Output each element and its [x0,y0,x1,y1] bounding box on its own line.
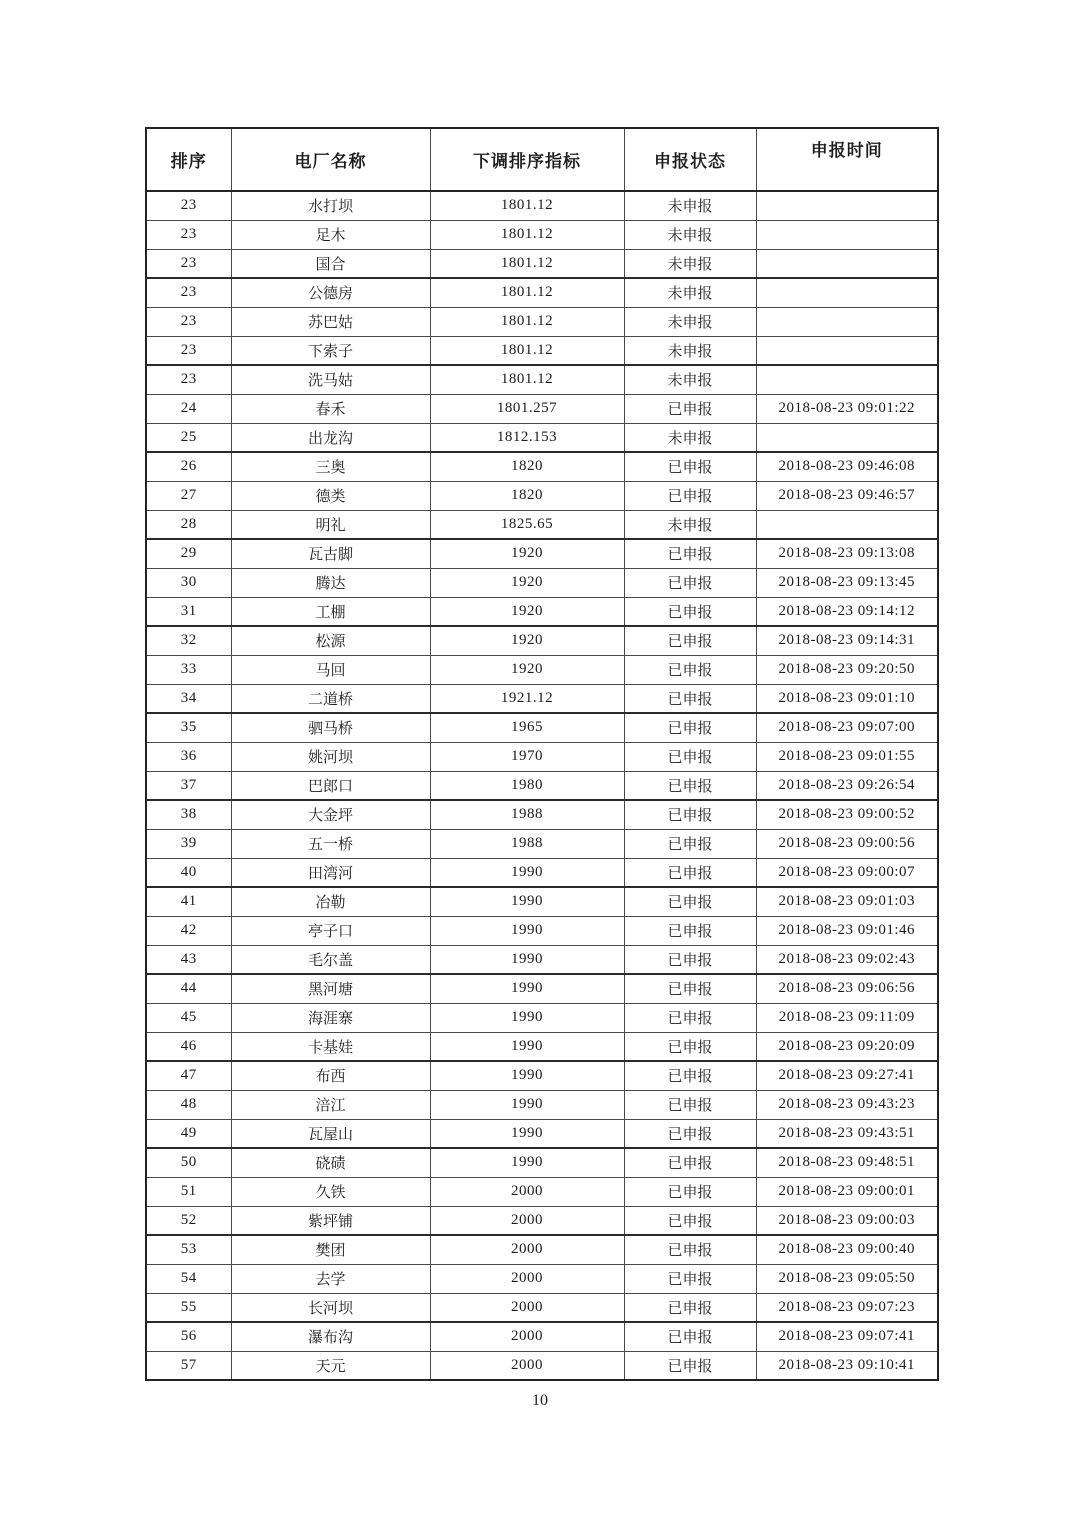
cell-declaration-time: 2018-08-23 09:01:55 [756,742,938,771]
cell-plant-name: 天元 [231,1351,430,1380]
cell-plant-name: 下索子 [231,336,430,365]
cell-declaration-status: 已申报 [624,539,756,568]
table-row [146,191,938,220]
cell-plant-name: 腾达 [231,568,430,597]
cell-downadjust-metric: 2000 [430,1206,624,1235]
cell-rank: 50 [146,1148,231,1177]
cell-rank: 46 [146,1032,231,1061]
table-row [146,365,938,394]
cell-downadjust-metric: 1920 [430,626,624,655]
cell-rank: 55 [146,1293,231,1322]
table-row [146,1090,938,1119]
cell-plant-name: 德类 [231,481,430,510]
cell-declaration-time: 2018-08-23 09:26:54 [756,771,938,800]
cell-declaration-time: 2018-08-23 09:00:07 [756,858,938,887]
cell-declaration-time: 2018-08-23 09:13:08 [756,539,938,568]
table-row [146,452,938,481]
table-row [146,742,938,771]
table-header-row [146,128,938,191]
cell-plant-name: 长河坝 [231,1293,430,1322]
cell-downadjust-metric: 1990 [430,945,624,974]
cell-plant-name: 五一桥 [231,829,430,858]
table-row [146,713,938,742]
cell-downadjust-metric: 1990 [430,974,624,1003]
cell-rank: 24 [146,394,231,423]
cell-plant-name: 足木 [231,220,430,249]
cell-downadjust-metric: 1965 [430,713,624,742]
table-row [146,684,938,713]
cell-downadjust-metric: 1921.12 [430,684,624,713]
cell-declaration-status: 已申报 [624,626,756,655]
cell-declaration-time [756,220,938,249]
cell-declaration-time: 2018-08-23 09:05:50 [756,1264,938,1293]
cell-rank: 53 [146,1235,231,1264]
cell-declaration-status: 未申报 [624,278,756,307]
table-row [146,336,938,365]
table-row [146,249,938,278]
cell-downadjust-metric: 1970 [430,742,624,771]
cell-rank: 48 [146,1090,231,1119]
cell-downadjust-metric: 1801.12 [430,191,624,220]
cell-rank: 29 [146,539,231,568]
cell-rank: 52 [146,1206,231,1235]
cell-downadjust-metric: 1980 [430,771,624,800]
cell-declaration-time: 2018-08-23 09:06:56 [756,974,938,1003]
cell-declaration-time: 2018-08-23 09:20:50 [756,655,938,684]
cell-plant-name: 马回 [231,655,430,684]
cell-plant-name: 水打坝 [231,191,430,220]
cell-rank: 42 [146,916,231,945]
cell-plant-name: 洗马姑 [231,365,430,394]
cell-downadjust-metric: 1825.65 [430,510,624,539]
table-row [146,771,938,800]
cell-declaration-time: 2018-08-23 09:48:51 [756,1148,938,1177]
cell-declaration-time: 2018-08-23 09:00:01 [756,1177,938,1206]
cell-declaration-status: 已申报 [624,684,756,713]
cell-declaration-time [756,510,938,539]
table-row [146,568,938,597]
cell-declaration-time [756,278,938,307]
cell-downadjust-metric: 1801.12 [430,278,624,307]
cell-downadjust-metric: 1990 [430,1090,624,1119]
cell-declaration-time: 2018-08-23 09:46:08 [756,452,938,481]
cell-plant-name: 驷马桥 [231,713,430,742]
cell-downadjust-metric: 1801.12 [430,307,624,336]
cell-downadjust-metric: 1820 [430,481,624,510]
cell-declaration-status: 已申报 [624,568,756,597]
cell-plant-name: 公德房 [231,278,430,307]
cell-rank: 41 [146,887,231,916]
cell-plant-name: 姚河坝 [231,742,430,771]
cell-rank: 40 [146,858,231,887]
header-downadjust-metric: 下调排序指标 [430,128,624,191]
table-row [146,1235,938,1264]
cell-plant-name: 紫坪铺 [231,1206,430,1235]
cell-declaration-time: 2018-08-23 09:00:52 [756,800,938,829]
cell-rank: 34 [146,684,231,713]
cell-rank: 35 [146,713,231,742]
header-rank: 排序 [146,128,231,191]
table-body [146,191,938,1380]
cell-declaration-time [756,307,938,336]
cell-declaration-time: 2018-08-23 09:01:46 [756,916,938,945]
cell-declaration-status: 已申报 [624,1177,756,1206]
table-row [146,1206,938,1235]
cell-declaration-status: 已申报 [624,887,756,916]
cell-declaration-status: 已申报 [624,1293,756,1322]
table-row [146,916,938,945]
cell-declaration-status: 已申报 [624,452,756,481]
cell-declaration-status: 已申报 [624,1206,756,1235]
cell-downadjust-metric: 2000 [430,1293,624,1322]
cell-declaration-time: 2018-08-23 09:20:09 [756,1032,938,1061]
cell-declaration-time: 2018-08-23 09:14:12 [756,597,938,626]
cell-downadjust-metric: 1820 [430,452,624,481]
cell-rank: 27 [146,481,231,510]
table-row [146,858,938,887]
cell-declaration-time: 2018-08-23 09:27:41 [756,1061,938,1090]
table-row [146,481,938,510]
cell-plant-name: 亭子口 [231,916,430,945]
cell-plant-name: 海涯寨 [231,1003,430,1032]
cell-plant-name: 工棚 [231,597,430,626]
cell-declaration-time: 2018-08-23 09:07:23 [756,1293,938,1322]
table-row [146,1351,938,1380]
cell-downadjust-metric: 2000 [430,1351,624,1380]
cell-downadjust-metric: 1990 [430,1003,624,1032]
cell-downadjust-metric: 1801.12 [430,336,624,365]
cell-rank: 23 [146,336,231,365]
cell-declaration-time: 2018-08-23 09:43:51 [756,1119,938,1148]
cell-downadjust-metric: 1801.12 [430,220,624,249]
cell-plant-name: 松源 [231,626,430,655]
cell-downadjust-metric: 1920 [430,568,624,597]
cell-declaration-status: 未申报 [624,423,756,452]
table-row [146,945,938,974]
header-declaration-status: 申报状态 [624,128,756,191]
table-row [146,1177,938,1206]
cell-declaration-status: 未申报 [624,336,756,365]
cell-downadjust-metric: 2000 [430,1177,624,1206]
cell-downadjust-metric: 1801.257 [430,394,624,423]
cell-downadjust-metric: 1990 [430,1119,624,1148]
cell-declaration-time: 2018-08-23 09:02:43 [756,945,938,974]
cell-declaration-status: 已申报 [624,1264,756,1293]
cell-rank: 38 [146,800,231,829]
cell-rank: 45 [146,1003,231,1032]
cell-rank: 44 [146,974,231,1003]
cell-plant-name: 明礼 [231,510,430,539]
cell-rank: 23 [146,278,231,307]
cell-plant-name: 黑河塘 [231,974,430,1003]
cell-downadjust-metric: 1801.12 [430,365,624,394]
cell-rank: 57 [146,1351,231,1380]
cell-downadjust-metric: 1988 [430,829,624,858]
cell-plant-name: 田湾河 [231,858,430,887]
table-row [146,220,938,249]
cell-rank: 30 [146,568,231,597]
cell-declaration-status: 已申报 [624,858,756,887]
cell-plant-name: 硗碛 [231,1148,430,1177]
cell-declaration-time: 2018-08-23 09:46:57 [756,481,938,510]
cell-declaration-time [756,191,938,220]
cell-rank: 37 [146,771,231,800]
table-row [146,1061,938,1090]
power-plant-ranking-table [145,127,939,1381]
cell-plant-name: 国合 [231,249,430,278]
cell-plant-name: 卡基娃 [231,1032,430,1061]
cell-downadjust-metric: 1990 [430,858,624,887]
cell-rank: 26 [146,452,231,481]
cell-declaration-status: 已申报 [624,771,756,800]
cell-downadjust-metric: 1801.12 [430,249,624,278]
cell-declaration-status: 已申报 [624,974,756,1003]
cell-declaration-time: 2018-08-23 09:43:23 [756,1090,938,1119]
cell-plant-name: 去学 [231,1264,430,1293]
cell-declaration-time: 2018-08-23 09:13:45 [756,568,938,597]
cell-declaration-time: 2018-08-23 09:07:00 [756,713,938,742]
cell-declaration-status: 已申报 [624,800,756,829]
cell-plant-name: 冶勒 [231,887,430,916]
cell-plant-name: 瓦古脚 [231,539,430,568]
cell-plant-name: 苏巴姑 [231,307,430,336]
table-row [146,423,938,452]
cell-declaration-status: 已申报 [624,1235,756,1264]
cell-rank: 33 [146,655,231,684]
table-row [146,510,938,539]
cell-declaration-status: 已申报 [624,655,756,684]
cell-rank: 23 [146,307,231,336]
cell-declaration-status: 已申报 [624,394,756,423]
cell-downadjust-metric: 1990 [430,1061,624,1090]
cell-downadjust-metric: 1988 [430,800,624,829]
table-row [146,394,938,423]
table-row [146,655,938,684]
table-row [146,597,938,626]
table-row [146,1293,938,1322]
cell-rank: 23 [146,365,231,394]
cell-downadjust-metric: 1920 [430,655,624,684]
cell-downadjust-metric: 1990 [430,887,624,916]
cell-plant-name: 巴郎口 [231,771,430,800]
table-row [146,974,938,1003]
cell-declaration-time: 2018-08-23 09:11:09 [756,1003,938,1032]
table-row [146,626,938,655]
cell-plant-name: 二道桥 [231,684,430,713]
cell-declaration-time [756,336,938,365]
cell-plant-name: 大金坪 [231,800,430,829]
cell-declaration-status: 已申报 [624,1061,756,1090]
cell-declaration-status: 已申报 [624,1322,756,1351]
cell-plant-name: 春禾 [231,394,430,423]
table-row [146,307,938,336]
cell-declaration-status: 已申报 [624,1090,756,1119]
cell-rank: 23 [146,249,231,278]
cell-rank: 36 [146,742,231,771]
cell-downadjust-metric: 1990 [430,1032,624,1061]
cell-downadjust-metric: 1990 [430,916,624,945]
cell-plant-name: 出龙沟 [231,423,430,452]
cell-downadjust-metric: 2000 [430,1235,624,1264]
cell-declaration-status: 已申报 [624,597,756,626]
cell-rank: 47 [146,1061,231,1090]
cell-declaration-status: 未申报 [624,365,756,394]
cell-declaration-status: 已申报 [624,1032,756,1061]
cell-declaration-status: 已申报 [624,1003,756,1032]
table-row [146,278,938,307]
cell-rank: 25 [146,423,231,452]
cell-declaration-status: 未申报 [624,220,756,249]
cell-declaration-status: 未申报 [624,510,756,539]
table-row [146,1032,938,1061]
cell-rank: 56 [146,1322,231,1351]
cell-plant-name: 瀑布沟 [231,1322,430,1351]
cell-plant-name: 瓦屋山 [231,1119,430,1148]
table-row [146,800,938,829]
cell-declaration-status: 已申报 [624,742,756,771]
cell-declaration-time: 2018-08-23 09:01:03 [756,887,938,916]
cell-rank: 54 [146,1264,231,1293]
cell-rank: 28 [146,510,231,539]
header-declaration-time: 申报时间 [756,128,938,191]
cell-declaration-time: 2018-08-23 09:01:22 [756,394,938,423]
cell-downadjust-metric: 1920 [430,539,624,568]
table-row [146,539,938,568]
table-row [146,1148,938,1177]
cell-declaration-status: 已申报 [624,713,756,742]
cell-declaration-status: 已申报 [624,1148,756,1177]
cell-declaration-time [756,365,938,394]
cell-rank: 31 [146,597,231,626]
cell-rank: 23 [146,191,231,220]
table-row [146,829,938,858]
cell-rank: 39 [146,829,231,858]
cell-declaration-time: 2018-08-23 09:00:56 [756,829,938,858]
cell-plant-name: 久铁 [231,1177,430,1206]
cell-declaration-status: 未申报 [624,307,756,336]
header-plant-name: 电厂名称 [231,128,430,191]
table-row [146,1264,938,1293]
cell-declaration-time [756,249,938,278]
cell-declaration-time: 2018-08-23 09:10:41 [756,1351,938,1380]
cell-plant-name: 涪江 [231,1090,430,1119]
cell-declaration-status: 已申报 [624,829,756,858]
cell-downadjust-metric: 2000 [430,1322,624,1351]
cell-declaration-status: 已申报 [624,1119,756,1148]
cell-declaration-time: 2018-08-23 09:07:41 [756,1322,938,1351]
page-number: 10 [532,1392,548,1409]
cell-declaration-time: 2018-08-23 09:00:40 [756,1235,938,1264]
cell-rank: 51 [146,1177,231,1206]
table-row [146,1003,938,1032]
cell-plant-name: 樊团 [231,1235,430,1264]
cell-plant-name: 三奥 [231,452,430,481]
table-row [146,1119,938,1148]
cell-downadjust-metric: 1812.153 [430,423,624,452]
cell-declaration-status: 已申报 [624,945,756,974]
cell-declaration-status: 未申报 [624,249,756,278]
cell-declaration-time: 2018-08-23 09:14:31 [756,626,938,655]
cell-plant-name: 布西 [231,1061,430,1090]
cell-declaration-time [756,423,938,452]
table-row [146,887,938,916]
cell-downadjust-metric: 1990 [430,1148,624,1177]
table-row [146,1322,938,1351]
cell-declaration-status: 已申报 [624,481,756,510]
cell-declaration-status: 未申报 [624,191,756,220]
cell-declaration-time: 2018-08-23 09:01:10 [756,684,938,713]
cell-plant-name: 毛尔盖 [231,945,430,974]
cell-declaration-time: 2018-08-23 09:00:03 [756,1206,938,1235]
cell-declaration-status: 已申报 [624,916,756,945]
cell-rank: 32 [146,626,231,655]
cell-downadjust-metric: 2000 [430,1264,624,1293]
cell-rank: 49 [146,1119,231,1148]
cell-declaration-status: 已申报 [624,1351,756,1380]
cell-downadjust-metric: 1920 [430,597,624,626]
cell-rank: 23 [146,220,231,249]
cell-rank: 43 [146,945,231,974]
